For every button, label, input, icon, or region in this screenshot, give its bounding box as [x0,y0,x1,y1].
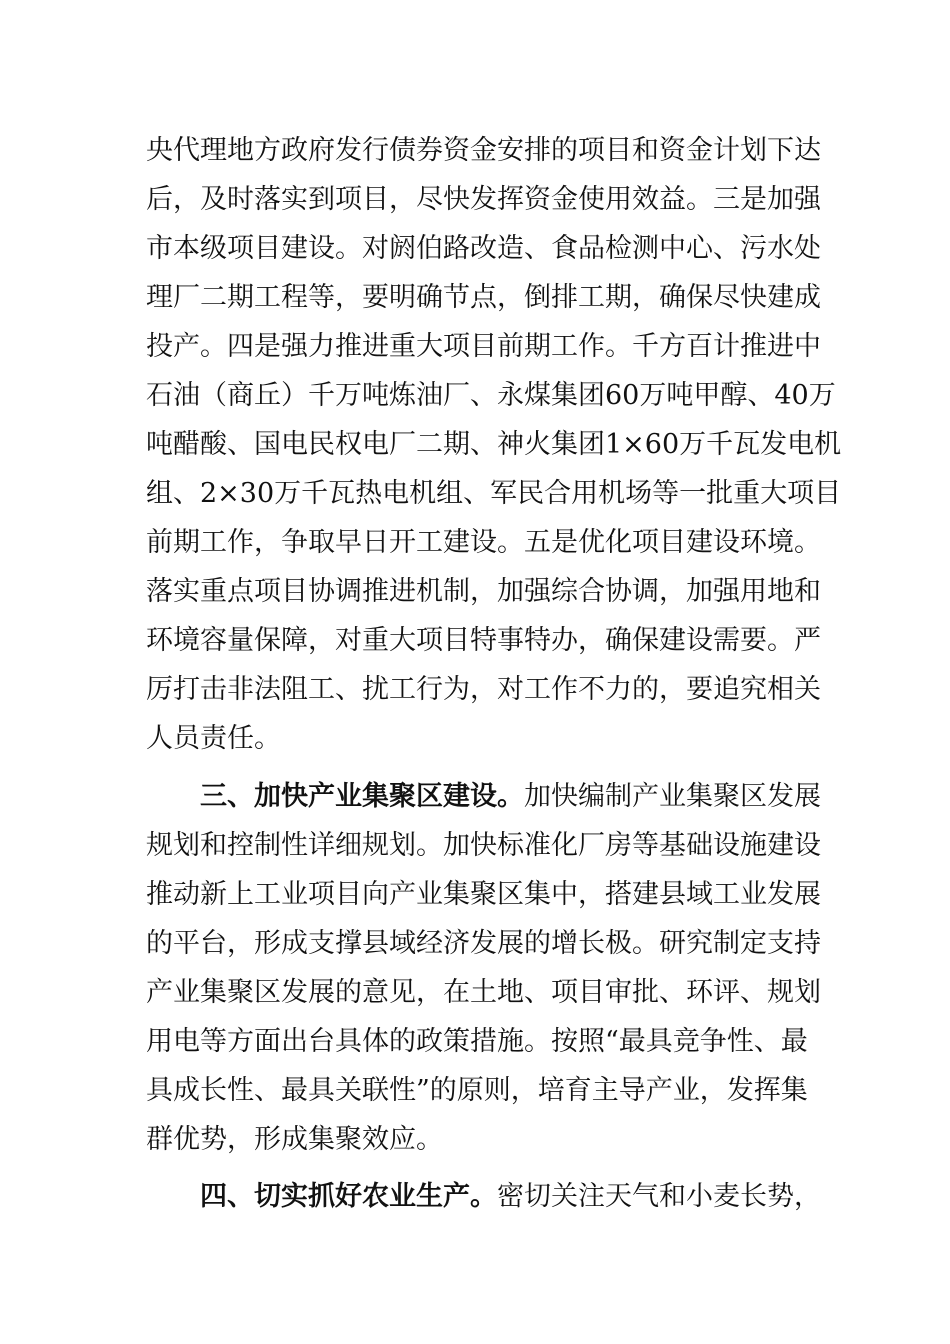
section-4-first-line [200,1177,821,1217]
text-line: 吨醋酸、国电民权电厂二期、神火集团1×60万千瓦发电机 [146,429,842,460]
section-4-text: 密切关注天气和小麦长势， [497,1181,821,1212]
text-line: 规划和控制性详细规划。加快标准化厂房等基础设施建设 [146,830,821,861]
text-line: 组、2×30万千瓦热电机组、军民合用机场等一批重大项目 [146,478,842,509]
section-3-heading: 三、加快产业集聚区建设。 [200,781,524,812]
text-line: 落实重点项目协调推进机制，加强综合协调，加强用地和 [146,576,821,607]
text-line: 前期工作，争取早日开工建设。五是优化项目建设环境。 [146,527,821,558]
text-line: 推动新上工业项目向产业集聚区集中，搭建县域工业发展 [146,879,821,910]
section-3-text: 加快编制产业集聚区发展 [524,781,821,812]
text-line: 群优势，形成集聚效应。 [146,1124,443,1155]
text-line: 石油（商丘）千万吨炼油厂、永煤集团60万吨甲醇、40万 [146,380,836,411]
section-4-heading: 四、切实抓好农业生产。 [200,1181,497,1212]
text-line: 后，及时落实到项目，尽快发挥资金使用效益。三是加强 [146,184,821,215]
text-line: 投产。四是强力推进重大项目前期工作。千方百计推进中 [146,331,821,362]
section-3-first-line [200,777,821,817]
text-line: 央代理地方政府发行债券资金安排的项目和资金计划下达 [146,135,821,166]
text-line: 市本级项目建设。对阏伯路改造、食品检测中心、污水处 [146,233,821,264]
text-line: 用电等方面出台具体的政策措施。按照“最具竞争性、最 [146,1026,808,1057]
text-line: 产业集聚区发展的意见，在土地、项目审批、环评、规划 [146,977,821,1008]
text-line: 厉打击非法阻工、扰工行为，对工作不力的，要追究相关 [146,674,821,705]
text-line: 具成长性、最具关联性”的原则，培育主导产业，发挥集 [146,1075,808,1106]
text-line: 人员责任。 [146,723,281,754]
text-line: 环境容量保障，对重大项目特事特办，确保建设需要。严 [146,625,821,656]
text-line: 理厂二期工程等，要明确节点，倒排工期，确保尽快建成 [146,282,821,313]
text-line: 的平台，形成支撑县域经济发展的增长极。研究制定支持 [146,928,821,959]
